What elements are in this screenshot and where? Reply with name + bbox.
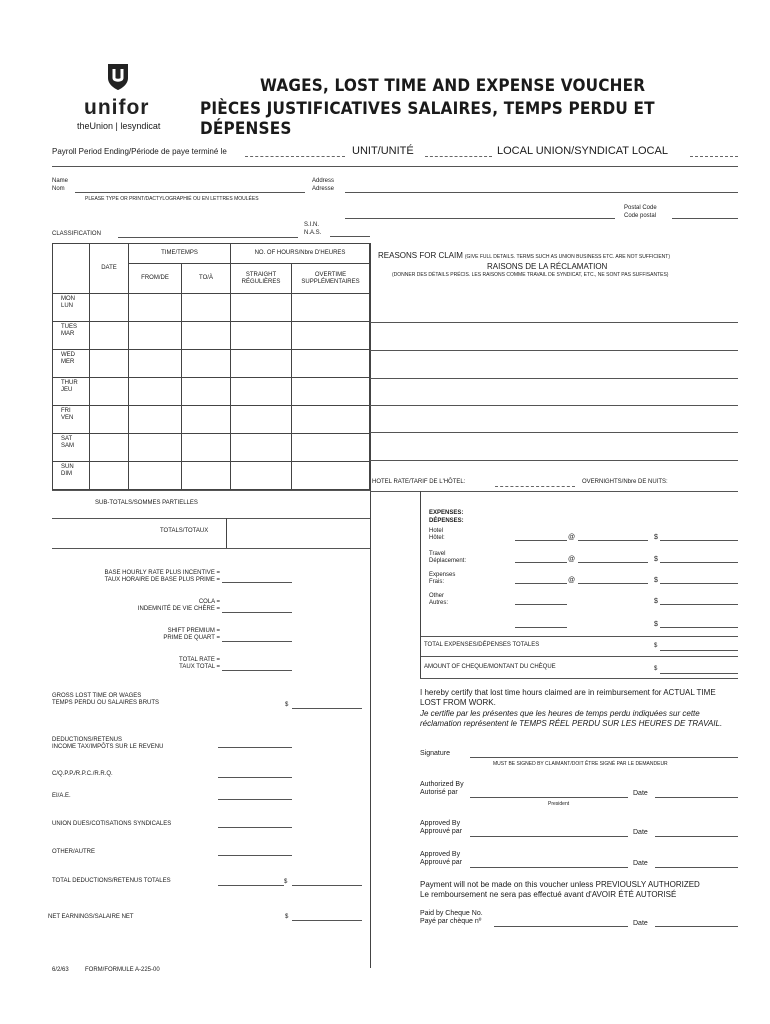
date-cell[interactable]: [90, 350, 129, 378]
unit-label: UNIT/UNITÉ: [352, 145, 414, 157]
amount-cheque-dollar: $: [654, 666, 658, 672]
hotel-rate-field[interactable]: [495, 486, 575, 487]
straight-cell[interactable]: [231, 406, 292, 434]
postal-field[interactable]: [672, 218, 738, 219]
paid-cheque-label: Paid by Cheque No. Payé par chèque nº: [420, 910, 483, 925]
total-deductions-label: TOTAL DEDUCTIONS/RETENUS TOTALES: [52, 878, 171, 884]
payroll-field[interactable]: [245, 156, 345, 157]
total-deductions-field-2[interactable]: [292, 885, 362, 886]
signature-field[interactable]: [470, 757, 738, 758]
hotel-rate-label: HOTEL RATE/TARIF DE L'HÔTEL:: [372, 479, 466, 485]
totals-rule: [52, 548, 370, 549]
other-field[interactable]: [218, 855, 292, 856]
reasons-title-fr: RAISONS DE LA RÉCLAMATION: [487, 262, 608, 271]
from-cell[interactable]: [129, 322, 182, 350]
approved-1-date-label: Date: [633, 829, 648, 836]
authorized-label: Authorized By Autorisé par: [420, 781, 464, 796]
reason-line[interactable]: [370, 322, 738, 323]
expense-amount-field[interactable]: [660, 583, 738, 584]
expense-amount-field[interactable]: [660, 604, 738, 605]
net-earnings-dollar: $: [285, 914, 289, 920]
day-label: THUR JEU: [53, 378, 90, 406]
gross-label: GROSS LOST TIME OR WAGES TEMPS PERDU OU SALAIRES BRUTS: [52, 693, 160, 706]
approved-2-date-label: Date: [633, 860, 648, 867]
from-header: FROM/DE: [129, 264, 182, 294]
local-label: LOCAL UNION/SYNDICAT LOCAL: [497, 145, 668, 157]
at-symbol: @: [568, 534, 576, 541]
overtime-cell[interactable]: [292, 462, 370, 490]
from-cell[interactable]: [129, 294, 182, 322]
to-cell[interactable]: [182, 406, 231, 434]
form-title-en: WAGES, LOST TIME AND EXPENSE VOUCHER: [260, 76, 646, 96]
logo-text: unifor: [84, 96, 150, 119]
day-label: TUES MAR: [53, 322, 90, 350]
reasons-title: REASONS FOR CLAIM (GIVE FULL DETAILS. TERMS SUCH AS UNION BUSINESS ETC. ARE NOT SUFFICIENT): [378, 251, 670, 260]
dollar-sign: $: [654, 556, 658, 563]
from-cell[interactable]: [129, 406, 182, 434]
straight-cell[interactable]: [231, 294, 292, 322]
authorized-date-label: Date: [633, 790, 648, 797]
straight-cell[interactable]: [231, 462, 292, 490]
overtime-cell[interactable]: [292, 350, 370, 378]
total-deductions-field[interactable]: [218, 885, 284, 886]
total-rate-label: TOTAL RATE = TAUX TOTAL =: [179, 657, 220, 670]
expense-rate-field[interactable]: [578, 583, 648, 584]
total-deductions-dollar: $: [284, 879, 288, 885]
footer-code: 6/2/63: [52, 967, 69, 973]
dollar-sign: $: [654, 598, 658, 605]
other-exp-label: Other Autres:: [429, 593, 449, 606]
hotel-exp-label: Hotel Hôtel:: [429, 528, 445, 541]
straight-cell[interactable]: [231, 350, 292, 378]
unit-field[interactable]: [425, 156, 492, 157]
authorized-field[interactable]: [470, 797, 628, 798]
expense-qty-field[interactable]: [515, 540, 567, 541]
date-cell[interactable]: [90, 322, 129, 350]
cola-field[interactable]: [222, 612, 292, 613]
reasons-bottom-rule: [370, 491, 738, 492]
signature-label: Signature: [420, 750, 450, 757]
paid-cheque-field[interactable]: [494, 926, 628, 927]
reasons-note-fr: (DONNER DES DÉTAILS PRÉCIS. LES RAISONS COMME TRAVAIL DE SYNDICAT, ETC., NE SONT PAS SUFFISANTES): [392, 272, 669, 278]
expense-qty-field[interactable]: [515, 627, 567, 628]
nom-label: Nom: [52, 186, 65, 192]
classification-label: CLASSIFICATION: [52, 231, 101, 237]
to-cell[interactable]: [182, 434, 231, 462]
net-earnings-label: NET EARNINGS/SALAIRE NET: [48, 914, 134, 920]
net-earnings-field[interactable]: [292, 920, 362, 921]
expense-amount-field[interactable]: [660, 627, 738, 628]
union-dues-label: UNION DUES/COTISATIONS SYNDICALES: [52, 821, 172, 827]
expense-amount-field[interactable]: [660, 562, 738, 563]
expenses-title: EXPENSES:: [429, 510, 464, 516]
overtime-header: OVERTIME SUPPLÉMENTAIRES: [292, 264, 370, 294]
union-dues-field[interactable]: [218, 827, 292, 828]
to-cell[interactable]: [182, 294, 231, 322]
address-field[interactable]: [345, 192, 738, 193]
subtotals-label: SUB-TOTALS/SOMMES PARTIELLES: [95, 500, 198, 506]
date-cell[interactable]: [90, 294, 129, 322]
deductions-label: DEDUCTIONS/RETENUS INCOME TAX/IMPÔTS SUR LE REVENU: [52, 737, 164, 750]
approved-1-label: Approved By Approuvé par: [420, 820, 463, 835]
total-expenses-dollar: $: [654, 643, 658, 649]
total-expenses-label: TOTAL EXPENSES/DÉPENSES TOTALES: [424, 642, 540, 648]
to-cell[interactable]: [182, 462, 231, 490]
day-label: SUN DIM: [53, 462, 90, 490]
travel-exp-label: Travel Déplacement:: [429, 551, 467, 564]
postal-label: Postal Code: [624, 205, 657, 211]
straight-header: STRAIGHT RÉGULIÈRES: [231, 264, 292, 294]
day-row: [53, 378, 370, 406]
date-cell[interactable]: [90, 378, 129, 406]
cpp-label: C/Q.P.P./R.P.C./R.R.Q.: [52, 771, 113, 777]
from-cell[interactable]: [129, 434, 182, 462]
reason-line[interactable]: [370, 432, 738, 433]
authorized-date-field[interactable]: [655, 797, 738, 798]
address-field-2[interactable]: [345, 218, 615, 219]
certify-fr: Je certifie par les présentes que les heures de temps perdu indiquées sur cette réclamation représentent le TEMPS RÉEL PERDU SUR LES HEURES DE TRAVAIL.: [420, 709, 723, 728]
day-row: [53, 406, 370, 434]
subtotals-rule-top: [52, 490, 370, 491]
print-note: PLEASE TYPE OR PRINT/DACTYLOGRAPHIÉ OU EN LETTRES MOULÉES: [85, 196, 259, 202]
nas-label: N.A.S.: [304, 230, 322, 236]
amount-rule: [420, 678, 738, 679]
day-row: [53, 462, 370, 490]
overtime-cell[interactable]: [292, 434, 370, 462]
expense-qty-field[interactable]: [515, 604, 567, 605]
dollar-sign: $: [654, 534, 658, 541]
payroll-label: Payroll Period Ending/Période de paye terminé le: [52, 147, 227, 156]
total-expenses-field[interactable]: [660, 650, 738, 651]
from-cell[interactable]: [129, 378, 182, 406]
from-cell[interactable]: [129, 350, 182, 378]
shift-field[interactable]: [222, 641, 292, 642]
gross-dollar: $: [285, 702, 289, 708]
postal-fr-label: Code postal: [624, 213, 657, 219]
expense-qty-field[interactable]: [515, 583, 567, 584]
to-cell[interactable]: [182, 350, 231, 378]
totals-label: TOTALS/TOTAUX: [160, 528, 209, 534]
name-label: Name: [52, 178, 69, 184]
approved-2-date-field[interactable]: [655, 867, 738, 868]
cpp-field[interactable]: [218, 777, 292, 778]
other-label: OTHER/AUTRE: [52, 849, 96, 855]
day-label: MON LUN: [53, 294, 90, 322]
day-label: SAT SAM: [53, 434, 90, 462]
day-row: [53, 350, 370, 378]
reason-line[interactable]: [370, 378, 738, 379]
day-header: [53, 244, 90, 294]
to-header: TO/À: [182, 264, 231, 294]
overtime-cell[interactable]: [292, 406, 370, 434]
ei-field[interactable]: [218, 799, 292, 800]
address-label: Address: [312, 178, 335, 184]
reason-line[interactable]: [370, 405, 738, 406]
overtime-cell[interactable]: [292, 294, 370, 322]
classification-field[interactable]: [118, 237, 298, 238]
base-rate-label: BASE HOURLY RATE PLUS INCENTIVE = TAUX HORAIRE DE BASE PLUS PRIME =: [104, 570, 220, 583]
ei-label: EI/A.E.: [52, 793, 71, 799]
header-rule: [52, 166, 738, 167]
approved-1-date-field[interactable]: [655, 836, 738, 837]
expense-amount-field[interactable]: [660, 540, 738, 541]
straight-cell[interactable]: [231, 378, 292, 406]
date-cell[interactable]: [90, 462, 129, 490]
overtime-cell[interactable]: [292, 378, 370, 406]
payment-note-en: Payment will not be made on this voucher unless PREVIOUSLY AUTHORIZED: [420, 880, 700, 889]
base-rate-field[interactable]: [222, 582, 292, 583]
at-symbol: @: [568, 556, 576, 563]
approved-1-field[interactable]: [470, 836, 628, 837]
frais-exp-label: Expenses Frais:: [429, 572, 456, 585]
local-field[interactable]: [690, 156, 738, 157]
day-row: [53, 322, 370, 350]
date-cell[interactable]: [90, 406, 129, 434]
day-label: WED MER: [53, 350, 90, 378]
paid-date-field[interactable]: [655, 926, 738, 927]
cola-label: COLA = INDEMNITÉ DE VIE CHÈRE =: [137, 599, 220, 612]
overnights-label: OVERNIGHTS/Nbre DE NUITS:: [582, 479, 668, 485]
paid-date-label: Date: [633, 920, 648, 927]
name-field[interactable]: [75, 192, 305, 193]
straight-cell[interactable]: [231, 322, 292, 350]
day-row: [53, 294, 370, 322]
shift-label: SHIFT PREMIUM = PRIME DE QUART =: [163, 628, 220, 641]
time-grid: [52, 243, 370, 490]
totals-box-left: [226, 518, 227, 548]
day-label: FRI VEN: [53, 406, 90, 434]
reason-line[interactable]: [370, 350, 738, 351]
reason-line[interactable]: [370, 460, 738, 461]
dollar-sign: $: [654, 577, 658, 584]
approved-2-field[interactable]: [470, 867, 628, 868]
to-cell[interactable]: [182, 322, 231, 350]
expenses-panel-left: [420, 491, 421, 678]
date-cell[interactable]: [90, 434, 129, 462]
amount-cheque-label: AMOUNT OF CHEQUE/MONTANT DU CHÈQUE: [424, 664, 556, 670]
adresse-label: Adresse: [312, 186, 335, 192]
expenses-title-fr: DÉPENSES:: [429, 518, 464, 524]
certify-en: I hereby certify that lost time hours claimed are in reimbursement for ACTUAL TIME LOST FROM WORK.: [420, 688, 716, 707]
total-rate-field[interactable]: [222, 670, 292, 671]
amount-cheque-field[interactable]: [660, 673, 738, 674]
unifor-logo: [106, 62, 130, 92]
form-title-fr: PIÈCES JUSTIFICATIVES SALAIRES, TEMPS PERDU ET DÉPENSES: [200, 99, 655, 139]
signed-note: MUST BE SIGNED BY CLAIMANT/DOIT ÊTRE SIGNÉ PAR LE DEMANDEUR: [493, 761, 668, 767]
approved-2-label: Approved By Approuvé par: [420, 851, 463, 866]
total-expenses-rule: [420, 656, 738, 657]
gross-field[interactable]: [292, 708, 362, 709]
logo-tagline: theUnion | lesyndicat: [77, 121, 161, 131]
sin-label: S.I.N.: [304, 222, 320, 228]
at-symbol: @: [568, 577, 576, 584]
footer-form: FORM/FORMULE A-225-00: [85, 967, 160, 973]
president-label: President: [548, 801, 570, 807]
expense-qty-field[interactable]: [515, 562, 567, 563]
left-panel-divider: [370, 243, 371, 968]
dollar-sign: $: [654, 621, 658, 628]
total-expenses-rule-top: [420, 636, 738, 637]
payment-note-fr: Le remboursement ne sera pas effectué avant d'AVOIR ÉTÉ AUTORISÉ: [420, 890, 677, 899]
expense-rate-field[interactable]: [578, 540, 648, 541]
from-cell[interactable]: [129, 462, 182, 490]
sin-field[interactable]: [330, 236, 370, 237]
date-header: DATE: [90, 244, 129, 294]
straight-cell[interactable]: [231, 434, 292, 462]
expense-rate-field[interactable]: [578, 562, 648, 563]
day-row: [53, 434, 370, 462]
unifor-shield-icon: [106, 62, 130, 92]
subtotals-rule: [52, 518, 370, 519]
overtime-cell[interactable]: [292, 322, 370, 350]
time-header: TIME/TEMPS: [129, 244, 231, 264]
hours-header: NO. OF HOURS/Nbre D'HEURES: [231, 244, 370, 264]
to-cell[interactable]: [182, 378, 231, 406]
income-tax-field[interactable]: [218, 747, 292, 748]
